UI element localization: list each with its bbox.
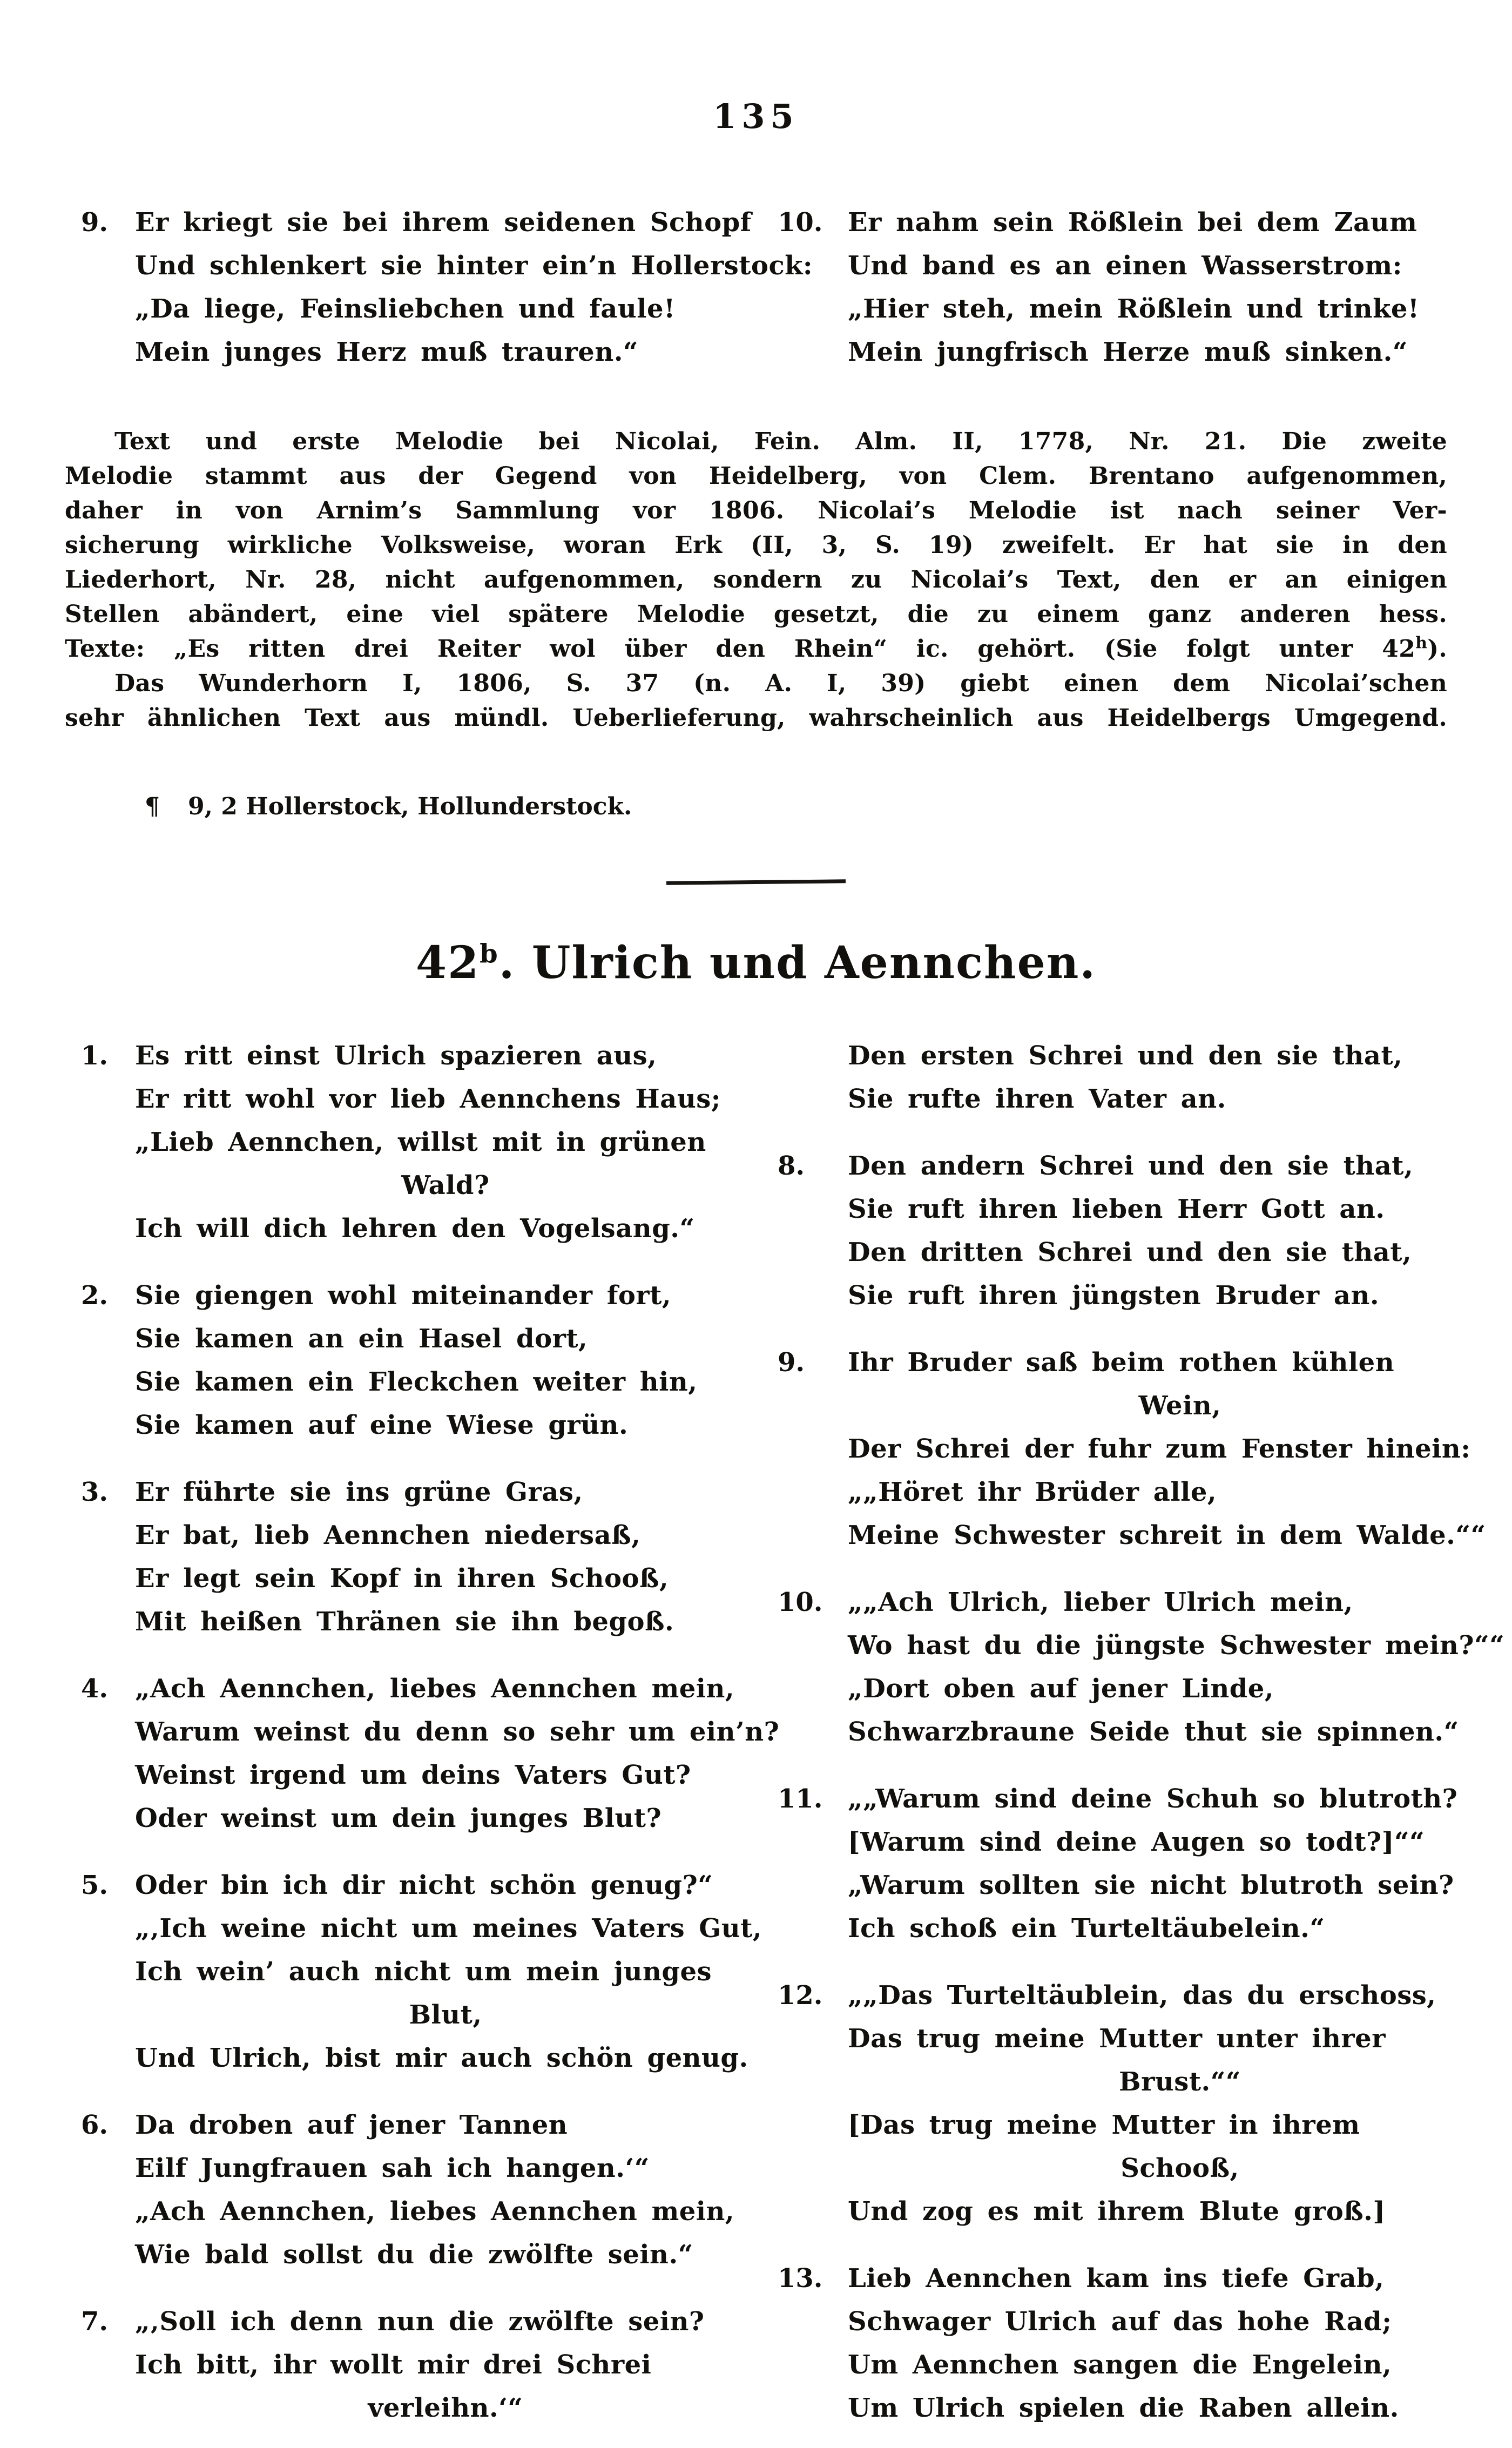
verse-2 xyxy=(81,1274,756,1447)
verse-line: Mit heißen Thränen sie ihn begoß. xyxy=(135,1607,674,1637)
verse-line: Oder weinst um dein junges Blut? xyxy=(135,1803,662,1833)
verse-line: Brust.““ xyxy=(1119,2067,1241,2097)
verse-line: „„Ach Ulrich, lieber Ulrich mein, xyxy=(848,1587,1353,1617)
verse-5 xyxy=(81,1864,762,2080)
verse-line: Um Aennchen sangen die Engelein, xyxy=(848,2350,1392,2380)
verse-line: „Da liege, Feinsliebchen und faule! xyxy=(135,294,676,324)
verse-line: Wie bald sollst du die zwölfte sein.“ xyxy=(135,2240,693,2270)
verse-number: 4. xyxy=(81,1674,109,1704)
verse-line: Den dritten Schrei und den sie that, xyxy=(848,1237,1412,1267)
verse-3 xyxy=(81,1471,756,1643)
footnote-text: 9, 2 Hollerstock, Hollunderstock. xyxy=(188,793,632,820)
verse-line: Er ritt wohl vor lieb Aennchens Haus; xyxy=(135,1084,721,1114)
verse-number: 10. xyxy=(778,207,823,238)
song-title xyxy=(0,933,1512,993)
song-left-column xyxy=(81,1034,780,2430)
verse-10 xyxy=(778,1581,1512,1754)
verse-line: „„Warum sind deine Schuh so blutroth? xyxy=(848,1784,1458,1814)
verse-number: 11. xyxy=(778,1784,823,1814)
verse-line: Sie ruft ihren jüngsten Bruder an. xyxy=(848,1280,1380,1311)
verse-line: Er führte sie ins grüne Gras, xyxy=(135,1477,583,1507)
notes-line: Text und erste Melodie bei Nicolai, Fein. Alm. II, 1778, Nr. 21. Die zweite xyxy=(114,428,1447,455)
notes-line: Melodie stammt aus der Gegend von Heidelberg, von Clem. Brentano aufgenommen, xyxy=(65,462,1447,490)
verse-line: Er bat, lieb Aennchen niedersaß, xyxy=(135,1520,641,1550)
verse-number: 3. xyxy=(81,1477,109,1507)
verse-line: Mein jungfrisch Herze muß sinken.“ xyxy=(848,337,1408,367)
verse-line: Ich schoß ein Turteltäubelein.“ xyxy=(848,1913,1325,1944)
top-right-column xyxy=(778,201,1501,374)
verse-number: 13. xyxy=(778,2263,823,2294)
verse-line: Warum weinst du denn so sehr um ein’n? xyxy=(135,1717,780,1747)
verse-line: Ich bitt, ihr wollt mir drei Schrei xyxy=(135,2350,652,2380)
verse-6 xyxy=(81,2103,756,2276)
verse-line: Wein, xyxy=(1138,1391,1221,1421)
notes-line-text: ). xyxy=(1427,635,1447,663)
verse-line: Lieb Aennchen kam ins tiefe Grab, xyxy=(848,2263,1385,2294)
pilcrow-mark: ¶ xyxy=(145,793,160,820)
verse-line: Der Schrei der fuhr zum Fenster hinein: xyxy=(848,1434,1471,1464)
verse-line: Schwager Ulrich auf das hohe Rad; xyxy=(848,2307,1392,2337)
verse-13 xyxy=(778,2257,1512,2430)
verse-line: [Warum sind deine Augen so todt?]““ xyxy=(848,1827,1425,1857)
verse-line: Ich wein’ auch nicht um mein junges xyxy=(135,1957,712,1987)
verse-line: Mein junges Herz muß trauren.“ xyxy=(135,337,639,367)
verse-12 xyxy=(778,1974,1512,2233)
verse-number: 7. xyxy=(81,2307,109,2337)
verse-line: „‚Ich weine nicht um meines Vaters Gut, xyxy=(135,1913,762,1944)
editorial-notes xyxy=(65,424,1447,736)
verse-line: Weinst irgend um deins Vaters Gut? xyxy=(135,1760,691,1790)
verse-11 xyxy=(778,1777,1512,1950)
verse-line: Das trug meine Mutter unter ihrer xyxy=(848,2024,1386,2054)
verse-number: 8. xyxy=(778,1151,805,1181)
verse-line: „Hier steh, mein Rößlein und trinke! xyxy=(848,294,1420,324)
verse-line: Meine Schwester schreit in dem Walde.““ xyxy=(848,1520,1486,1550)
verse-line: Sie kamen ein Fleckchen weiter hin, xyxy=(135,1367,698,1397)
verse-number: 9. xyxy=(81,207,109,238)
verse-line: Sie ruft ihren lieben Herr Gott an. xyxy=(848,1194,1385,1224)
song-body xyxy=(0,1034,1512,2430)
verse-line: „‚Soll ich denn nun die zwölfte sein? xyxy=(135,2307,705,2337)
notes-line: Stellen abändert, eine viel spätere Melodie gesetzt, die zu einem ganz anderen hess. xyxy=(65,601,1447,628)
verse-number: 1. xyxy=(81,1041,109,1071)
verse-line: Schwarzbraune Seide thut sie spinnen.“ xyxy=(848,1717,1459,1747)
notes-line xyxy=(65,632,1447,666)
verse-line: Er kriegt sie bei ihrem seidenen Schopf xyxy=(135,207,752,238)
verse-line: Ich will dich lehren den Vogelsang.“ xyxy=(135,1213,695,1244)
verse-number: 12. xyxy=(778,1980,823,2011)
verse-number: 2. xyxy=(81,1280,109,1311)
notes-line: Liederhort, Nr. 28, nicht aufgenommen, sondern zu Nicolai’s Text, den er an einigen xyxy=(65,566,1447,594)
notes-line-text: Texte: „Es ritten drei Reiter wol über den Rhein“ ic. gehört. (Sie folgt unter 42 xyxy=(65,635,1416,663)
verse-line: Er legt sein Kopf in ihren Schooß, xyxy=(135,1563,669,1594)
song-right-column xyxy=(778,1034,1512,2430)
verse-line: verleihn.‘“ xyxy=(368,2393,523,2423)
song-number: 42 xyxy=(416,937,480,989)
verse-number: 9. xyxy=(778,1347,805,1378)
song-title-text: . Ulrich und Aennchen. xyxy=(498,937,1096,989)
verse-line: Schooß, xyxy=(1120,2153,1239,2183)
verse-9 xyxy=(778,1341,1512,1557)
verse-line: Er nahm sein Rößlein bei dem Zaum xyxy=(848,207,1418,238)
verse-line: Da droben auf jener Tannen xyxy=(135,2110,568,2140)
verse-number: 6. xyxy=(81,2110,109,2140)
verse-line: Wald? xyxy=(401,1170,490,1201)
verse-line: Und Ulrich, bist mir auch schön genug. xyxy=(135,2043,748,2073)
verse-7 xyxy=(81,2300,756,2430)
reference-superscript: h xyxy=(1415,633,1428,653)
verse-line: Eilf Jungfrauen sah ich hangen.‘“ xyxy=(135,2153,650,2183)
top-verse-section xyxy=(0,201,1512,374)
verse-line: Sie giengen wohl miteinander fort, xyxy=(135,1280,672,1311)
song-number-superscript: b xyxy=(480,939,499,969)
footnote xyxy=(145,790,1512,824)
verse-line: Den andern Schrei und den sie that, xyxy=(848,1151,1414,1181)
verse-line: „Dort oben auf jener Linde, xyxy=(848,1674,1274,1704)
notes-line: Das Wunderhorn I, 1806, S. 37 (n. A. I, 39) giebt einen dem Nicolai’schen xyxy=(114,670,1447,697)
verse-line: „Ach Aennchen, liebes Aennchen mein, xyxy=(135,1674,735,1704)
verse-line: Blut, xyxy=(409,2000,482,2030)
verse-line: Den ersten Schrei und den sie that, xyxy=(848,1041,1403,1071)
notes-line: sicherung wirkliche Volksweise, woran Erk (II, 3, S. 19) zweifelt. Er hat sie in den xyxy=(65,531,1447,559)
verse-line: Oder bin ich dir nicht schön genug?“ xyxy=(135,1870,713,1900)
verse-line: Und schlenkert sie hinter ein’n Hollerstock: xyxy=(135,251,813,281)
verse-number: 10. xyxy=(778,1587,823,1617)
verse-line: Es ritt einst Ulrich spazieren aus, xyxy=(135,1041,657,1071)
verse-number: 5. xyxy=(81,1870,109,1900)
verse-line: Wo hast du die jüngste Schwester mein?““ xyxy=(848,1630,1505,1661)
notes-line: daher in von Arnim’s Sammlung vor 1806. Nicolai’s Melodie ist nach seiner Ver- xyxy=(65,497,1447,524)
verse-line: Um Ulrich spielen die Raben allein. xyxy=(848,2393,1399,2423)
verse-line: „Ach Aennchen, liebes Aennchen mein, xyxy=(135,2196,735,2227)
verse-line: Sie rufte ihren Vater an. xyxy=(848,1084,1226,1114)
verse-line: „„Das Turteltäublein, das du erschoss, xyxy=(848,1980,1436,2011)
verse-8 xyxy=(778,1144,1512,1317)
section-divider xyxy=(666,879,846,885)
verse-line: Ihr Bruder saß beim rothen kühlen xyxy=(848,1347,1395,1378)
page-number: 135 xyxy=(713,97,799,136)
verse-line: Sie kamen auf eine Wiese grün. xyxy=(135,1410,629,1440)
verse-line: [Das trug meine Mutter in ihrem xyxy=(848,2110,1360,2140)
verse-line: Und band es an einen Wasserstrom: xyxy=(848,251,1402,281)
verse-7-continuation xyxy=(778,1034,1512,1121)
verse-10-top xyxy=(778,201,1501,374)
verse-1 xyxy=(81,1034,756,1250)
verse-line: Sie kamen an ein Hasel dort, xyxy=(135,1324,588,1354)
verse-line: „Lieb Aennchen, willst mit in grünen xyxy=(135,1127,706,1157)
verse-line: „Warum sollten sie nicht blutroth sein? xyxy=(848,1870,1454,1900)
verse-line: Und zog es mit ihrem Blute groß.] xyxy=(848,2196,1386,2227)
notes-line: sehr ähnlichen Text aus mündl. Ueberlieferung, wahrscheinlich aus Heidelbergs Umgegend. xyxy=(65,704,1447,732)
verse-line: „„Höret ihr Brüder alle, xyxy=(848,1477,1217,1507)
verse-4 xyxy=(81,1667,780,1840)
